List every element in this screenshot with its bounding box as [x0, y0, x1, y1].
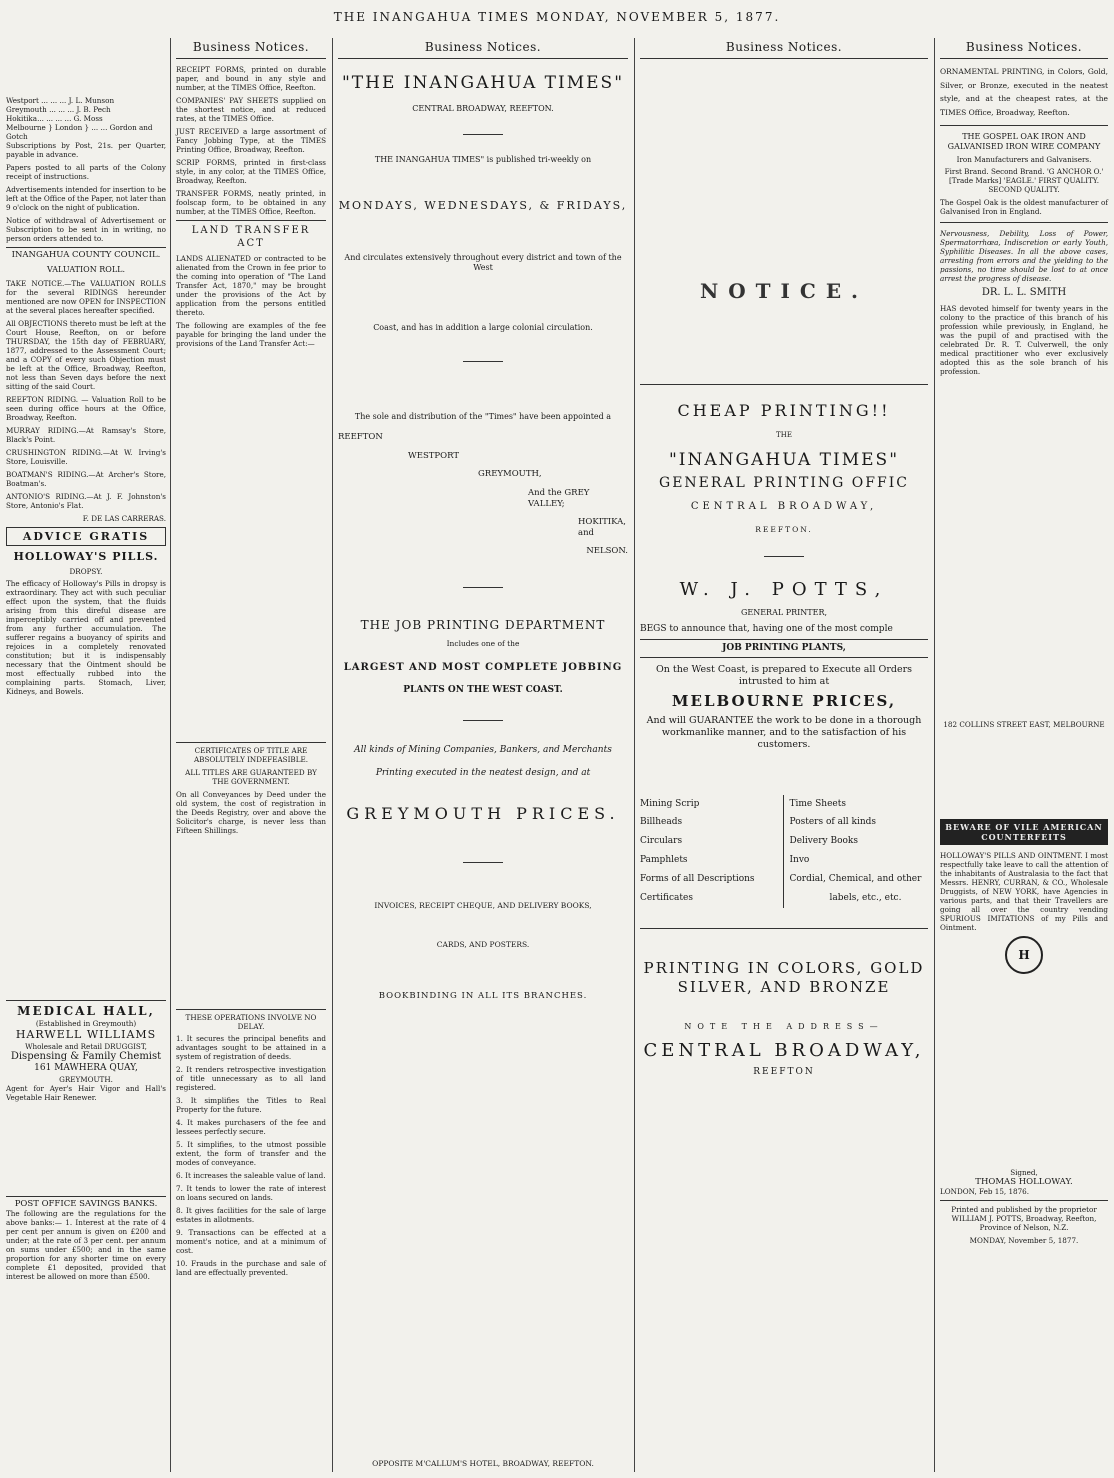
ops-item: 3. It simplifies the Titles to Real Property for the future.	[176, 1096, 326, 1114]
guaranteed-text: On all Conveyances by Deed under the old system, the cost of registration in the Deeds Registry, over and above the Solicitor's charge, is never less than Fifteen Shillings.	[176, 790, 326, 835]
all-kinds-text: All kinds of Mining Companies, Bankers, and Merchants	[354, 745, 612, 756]
receipt-ad: RECEIPT FORMS, printed on durable paper, and bound in any style and number, at the TIMES Office, Reefton.	[176, 65, 326, 92]
reefton-text: REEFTON.	[755, 525, 813, 534]
divider	[463, 720, 503, 721]
column-rule	[332, 38, 333, 1472]
plants-text: PLANTS ON THE WEST COAST.	[403, 684, 563, 695]
ops-item: 4. It makes purchasers of the fee and lessees perfectly secure.	[176, 1118, 326, 1136]
central-broadway: CENTRAL BROADWAY,	[690, 500, 878, 512]
holloway-text: HOLLOWAY'S PILLS AND OINTMENT. I most respectfully take leave to call the attention of the inhabitants of Australasia to the fact that Messrs. HENRY, CURRAN, & CO., Wholesale Druggists, of NEW YORK, have Agencies in various parts, and that their Travellers are going all over the country vending SPURIOUS IMITATIONS of my Pills and Ointment.	[940, 850, 1108, 932]
ornamental-ad: ORNAMENTAL PRINTING, in Colors, Gold, Silver, or Bronze, executed in the neatest style, and at the cheapest rates, at the TIMES Office, Broadway, Reefton.	[940, 67, 1108, 117]
column-rule	[170, 38, 171, 1472]
ops-item: 9. Transactions can be effected at a moment's notice, and at a minimum of cost.	[176, 1228, 326, 1255]
divider	[463, 587, 503, 588]
the-text: THE	[776, 431, 792, 439]
general-printer: GENERAL PRINTER,	[740, 607, 828, 617]
valuation-title: VALUATION ROLL.	[46, 264, 126, 274]
column-4	[636, 38, 932, 1472]
list-item: Forms of all Descriptions	[640, 874, 755, 885]
thomas-holloway: THOMAS HOLLOWAY.	[975, 1176, 1073, 1187]
companies-ad: COMPANIES' PAY SHEETS supplied on the shortest notice, and at reduced rates, at the TIMES Office.	[176, 96, 326, 123]
list-item: Circulars	[640, 836, 683, 847]
consult-address: 182 COLLINS STREET EAST, MELBOURNE	[943, 719, 1105, 729]
riding-text: REEFTON RIDING. — Valuation Roll to be seen during office hours at the Office, Broadway, Reefton.	[6, 394, 166, 422]
ops-item: 2. It renders retrospective investigation of title unnecessary as to all land registered.	[176, 1065, 326, 1092]
smith-title: DR. L. L. SMITH	[981, 287, 1067, 298]
transfer-ad: TRANSFER FORMS, neatly printed, in foolscap form, to be obtained in any number, at the TIMES Office, Reefton.	[176, 189, 326, 216]
greymouth-prices: GREYMOUTH PRICES.	[346, 803, 620, 823]
list-item: Delivery Books	[789, 836, 858, 847]
land-text: LANDS ALIENATED or contracted to be alienated from the Crown in fee prior to the coming into operation of "The Land Transfer Act, 1870," may be brought under the provisions of the Act by application from the persons entitled thereto.	[176, 254, 326, 317]
column-3	[334, 38, 632, 1472]
subscription-text: Subscriptions by Post, 21s. per Quarter, payable in advance.	[6, 141, 166, 159]
withdrawal-text: Notice of withdrawal of Advertisement or Subscription to be sent in in writing, no person orders attended to.	[6, 216, 166, 243]
list-item: Posters of all kinds	[789, 817, 877, 828]
section-header: Business Notices.	[176, 38, 326, 59]
divider	[764, 556, 804, 557]
quay-text: 161 MAWHERA QUAY,	[34, 1063, 138, 1074]
reefton-2: REEFTON	[753, 1066, 815, 1077]
masthead: THE INANGAHUA TIMES MONDAY, NOVEMBER 5, 1877.	[333, 10, 781, 24]
notice-title: NOTICE.	[699, 279, 869, 303]
potts-title: W. J. POTTS,	[679, 579, 889, 601]
established-text: (Established in Greymouth)	[35, 1019, 137, 1029]
greymouth-text: GREYMOUTH.	[59, 1074, 113, 1084]
druggist-text: Wholesale and Retail DRUGGIST,	[25, 1041, 147, 1051]
brands-text: First Brand. Second Brand. 'G ANCHOR O.' [Trade Marks] 'EAGLE.' FIRST QUALITY. SECOND QUALITY.	[944, 167, 1104, 194]
general-printing-title: GENERAL PRINTING OFFIC	[659, 475, 909, 491]
invoices-text: INVOICES, RECEIPT CHEQUE, AND DELIVERY BOOKS,	[374, 900, 592, 910]
note-address: NOTE THE ADDRESS—	[684, 1022, 884, 1032]
ops-item: 7. It tends to lower the rate of interest on loans secured on lands.	[176, 1184, 326, 1202]
col3-footer: OPPOSITE M'CALLUM'S HOTEL, BROADWAY, REEFTON.	[372, 1458, 594, 1468]
guaranteed-title: ALL TITLES ARE GUARANTEED BY THE GOVERNMENT.	[185, 768, 317, 786]
central-broadway-2: CENTRAL BROADWAY,	[643, 1040, 925, 1062]
section-header: Business Notices.	[940, 38, 1108, 59]
list-item: Certificates	[640, 892, 693, 903]
cheap-printing-title: CHEAP PRINTING!!	[677, 401, 891, 420]
papers-text: Papers posted to all parts of the Colony receipt of instructions.	[6, 163, 166, 181]
savings-title: POST OFFICE SAVINGS BANKS.	[6, 1196, 166, 1210]
dropsy-title: DROPSY.	[69, 567, 103, 577]
medical-hall-title: MEDICAL HALL,	[6, 1000, 166, 1019]
signer: F. DE LAS CARRERAS.	[82, 513, 166, 523]
section-header: Business Notices.	[640, 38, 928, 59]
savings-text: The following are the regulations for the above banks:— 1. Interest at the rate of 4 per cent per annum is given on £200 and under; at the rate of 3 per cent. per annum on sums under £500; and in the same proportion for any shorter time on every complete £1 deposited, provided that interest be allowed on more than £500.	[6, 1209, 166, 1282]
column-2	[172, 38, 330, 1472]
published-text: THE INANGAHUA TIMES" is published tri-weekly on	[374, 155, 592, 165]
ops-item: 5. It simplifies, to the utmost possible extent, the form of transfer and the modes of conveyance.	[176, 1140, 326, 1167]
objections-text: All OBJECTIONS thereto must be left at the Court House, Reefton, on or before THURSDAY, the 15th day of FEBRUARY, 1877, addressed to the Assessment Court; and a COPY of every such Objection must be left at the Office, Broadway, Reefton, not less than Seven days before the next sitting of the said Court.	[6, 318, 166, 391]
london-date: LONDON, Feb 15, 1876.	[940, 1187, 1030, 1197]
takenotice-text: TAKE NOTICE.—The VALUATION ROLLS for the several RIDINGS hereunder mentioned are now OPEN for INSPECTION at the several places hereafter specified.	[6, 278, 166, 315]
agent-line: Melbourne } London } ... ... Gordon and Gotch	[6, 123, 153, 141]
gospel-text: The Gospel Oak is the oldest manufacturer of Galvanised Iron in England.	[940, 198, 1108, 216]
list-item: Billheads	[640, 817, 683, 828]
column-rule	[934, 38, 935, 1472]
neatest-text: Printing executed in the neatest design, and at	[375, 768, 591, 779]
days-text: MONDAYS, WEDNESDAYS, & FRIDAYS,	[338, 199, 628, 213]
signed-text: Signed,	[1010, 1167, 1038, 1177]
riding-text: MURRAY RIDING.—At Ramsay's Store, Black's Point.	[6, 425, 166, 444]
ops-item: 1. It secures the principal benefits and advantages sought to be attained in a system of registration of deeds.	[176, 1034, 326, 1061]
gospel-title: THE GOSPEL OAK IRON AND GALVANISED IRON WIRE COMPANY	[947, 132, 1101, 151]
dispensing-title: Dispensing & Family Chemist	[10, 1050, 162, 1062]
column-rule	[634, 38, 635, 1472]
riding-text: BOATMAN'S RIDING.—At Archer's Store, Boatman's.	[6, 469, 166, 488]
council-title: INANGAHUA COUNTY COUNCIL.	[6, 247, 166, 261]
scrip-ad: SCRIP FORMS, printed in first-class style, in any color, at the TIMES Office, Broadway, Reefton.	[176, 158, 326, 185]
received-ad: JUST RECEIVED a large assortment of Fancy Jobbing Type, at the TIMES Printing Office, Broadway, Reefton.	[176, 127, 326, 154]
list-item: Mining Scrip	[640, 798, 700, 809]
riding-text: CRUSHINGTON RIDING.—At W. Irving's Store, Louisville.	[6, 447, 166, 466]
largest-text: LARGEST AND MOST COMPLETE JOBBING	[343, 662, 623, 674]
land-transfer-title: LAND TRANSFER ACT	[176, 220, 326, 250]
operations-title: THESE OPERATIONS INVOLVE NO DELAY.	[176, 1009, 326, 1031]
list-item: Time Sheets	[789, 798, 846, 809]
beware-banner: BEWARE OF VILE AMERICAN COUNTERFEITS	[940, 819, 1108, 845]
agent-line: Greymouth ... ... ... J. B. Pech	[6, 105, 111, 114]
bookbinding-text: BOOKBINDING IN ALL ITS BRANCHES.	[378, 991, 588, 1002]
divider	[463, 134, 503, 135]
fees-intro: The following are examples of the fee payable for bringing the land under the provisions of the Land Transfer Act:—	[176, 321, 326, 348]
place-westport: WESTPORT	[408, 450, 460, 461]
dropsy-text: The efficacy of Holloway's Pills in dropsy is extraordinary. They act with such peculiar effect upon the system, that the fluids arising from this direful disease are imperceptibly carried off and prevented from any further accumulation. The sufferer regains a buoyancy of spirits and rejoices in a completely renovated constitution; but it is indispensably necessary that the Ointment should be most effectually rubbed into the complaining parts. Stomach, Liver, Kidneys, and Bowels.	[6, 579, 166, 697]
place-greymouth: GREYMOUTH,	[478, 469, 542, 480]
place-grey-valley: And the GREY VALLEY;	[528, 487, 590, 509]
job-dept-title: THE JOB PRINTING DEPARTMENT	[360, 618, 606, 632]
paper-address: CENTRAL BROADWAY, REEFTON.	[412, 104, 554, 114]
list-item: Cordial, Chemical, and other	[789, 874, 922, 885]
job-plants-title: JOB PRINTING PLANTS,	[640, 639, 928, 658]
place-nelson: NELSON.	[586, 546, 628, 557]
column-5	[936, 38, 1112, 1472]
sole-text: The sole and distribution of the "Times" have been appointed a	[354, 412, 612, 421]
divider	[463, 361, 503, 362]
ops-item: 6. It increases the saleable value of land.	[176, 1171, 326, 1180]
section-header: Business Notices.	[338, 38, 628, 59]
divider	[463, 862, 503, 863]
agent-line: Hokitika... ... ... ... G. Moss	[6, 114, 103, 123]
colors-title: PRINTING IN COLORS, GOLD SILVER, AND BRONZE	[643, 958, 925, 996]
place-reefton: REEFTON	[338, 432, 383, 442]
place-hokitika: HOKITIKA, and	[578, 517, 626, 538]
ops-item: 10. Frauds in the purchase and sale of land are effectually prevented.	[176, 1259, 326, 1277]
holloway-title: HOLLOWAY'S PILLS.	[13, 550, 159, 564]
includes-text: Includes one of the	[446, 639, 520, 648]
riding-text: ANTONIO'S RIDING.—At J. F. Johnston's Store, Antonio's Flat.	[6, 491, 166, 510]
advice-title: ADVICE GRATIS	[6, 527, 166, 547]
harwell-title: HARWELL WILLIAMS	[15, 1028, 157, 1042]
cards-text: CARDS, AND POSTERS.	[436, 940, 530, 949]
certificates-title: CERTIFICATES OF TITLE ARE ABSOLUTELY INDEFEASIBLE.	[176, 742, 326, 764]
smith-text: HAS devoted himself for twenty years in the colony to the practice of this branch of his profession while previously, in England, he was the pupil of and practised with the celebrated Dr. R. T. Culverwell, the only medical practitioner who ever exclusively adopted this as the sole branch of his profession.	[940, 303, 1108, 376]
agent-line: Westport ... ... ... J. L. Munson	[6, 96, 115, 105]
ops-item: 8. It gives facilities for the sale of large estates in allotments.	[176, 1206, 326, 1224]
begs-text: BEGS to announce that, having one of the most comple	[640, 623, 893, 634]
column-1	[2, 38, 170, 1472]
melbourne-prices: MELBOURNE PRICES,	[671, 692, 897, 711]
list-item: labels, etc., etc.	[829, 892, 902, 903]
circulates-text: And circulates extensively throughout every district and town of the West	[344, 253, 622, 272]
printed-text: Printed and published by the proprietor WILLIAM J. POTTS, Broadway, Reefton, Province of Nelson, N.Z.	[951, 1205, 1097, 1233]
west-coast-text: On the West Coast, is prepared to Execute all Orders intrusted to him at	[656, 664, 912, 688]
print-items-list	[640, 795, 928, 908]
ads-text: Advertisements intended for insertion to be left at the Office of the Paper, not later than 9 o'clock on the night of publication.	[6, 185, 166, 212]
guarantee-text: And will GUARANTEE the work to be done in a thorough workmanlike manner, and to the satisfaction of his customers.	[646, 714, 922, 750]
coast-text: Coast, and has in addition a large colonial circulation.	[373, 323, 593, 332]
list-item: Pamphlets	[640, 855, 688, 866]
paper-title: "THE INANGAHUA TIMES"	[341, 73, 625, 93]
nervousness-text: Nervousness, Debility, Loss of Power, Spermatorrhœa, Indiscretion or early Youth, Syphilitic Diseases. In all the above cases, arresting from errors and the yielding to the passions, no time should be lost to at once arrest the progress of disease.	[940, 229, 1108, 283]
issue-date: MONDAY, November 5, 1877.	[969, 1236, 1079, 1246]
agent-text: Agent for Ayer's Hair Vigor and Hall's Vegetable Hair Renewer.	[6, 1083, 166, 1102]
holloway-seal-icon: H	[1005, 936, 1043, 974]
list-item: Invo	[789, 855, 810, 866]
times-title: "INANGAHUA TIMES"	[668, 449, 900, 470]
gospel-sub: Iron Manufacturers and Galvanisers.	[956, 155, 1092, 164]
